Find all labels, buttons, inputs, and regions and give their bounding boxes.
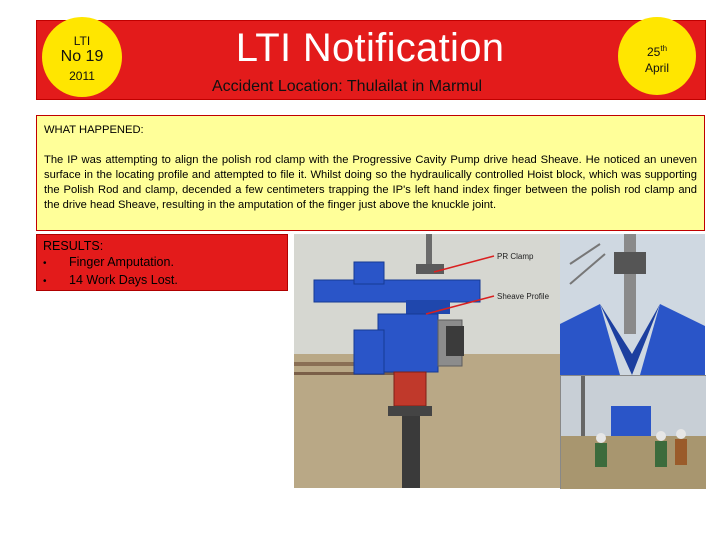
pr-clamp-label: PR Clamp: [497, 252, 534, 261]
results-item-text: Finger Amputation.: [69, 255, 174, 269]
date-month: April: [644, 61, 669, 75]
badge-lti-year: 2011: [69, 69, 95, 83]
crew-inset-illustration: [561, 376, 706, 489]
results-item: [43, 272, 281, 290]
lti-number-badge: [42, 17, 122, 97]
what-happened-body: The IP was attempting to align the polish rod clamp with the Progressive Cavity Pump drive head Sheave. He noticed an uneven surface in the locating profile and attempted to file it. Whilst doing so the hydraulically controlled Hoist block, which was supporting the Polish Rod and clamp, decended a few centimeters trapping the IP's left hand index finger between the polish rod clamp and the drive head Sheave, resulting in the amputation of the finger just above the knuckle joint.: [44, 154, 697, 211]
badge-lti-number: No 19: [60, 48, 104, 65]
date-badge: [618, 17, 696, 95]
sheave-profile-label: Sheave Profile: [497, 292, 550, 301]
what-happened-panel: [36, 115, 705, 231]
bullet-icon: •: [43, 276, 47, 287]
results-item: [43, 254, 281, 272]
results-item-text: 14 Work Days Lost.: [69, 273, 178, 287]
page-title: LTI Notification: [235, 26, 505, 70]
accident-location: Accident Location: Thulailat in Marmul: [212, 78, 483, 95]
crew-inset-photo: [560, 375, 706, 489]
date-day-suffix: th: [660, 44, 668, 53]
what-happened-heading: WHAT HAPPENED:: [44, 124, 144, 136]
badge-lti-label: LTI: [73, 34, 91, 48]
sheave-closeup-illustration: [560, 234, 705, 375]
date-text: [618, 41, 696, 76]
results-panel: [36, 234, 288, 291]
bullet-icon: •: [43, 258, 47, 269]
sheave-closeup-photo: [560, 234, 705, 375]
results-heading: RESULTS:: [43, 239, 104, 253]
date-day: 25: [646, 45, 661, 59]
